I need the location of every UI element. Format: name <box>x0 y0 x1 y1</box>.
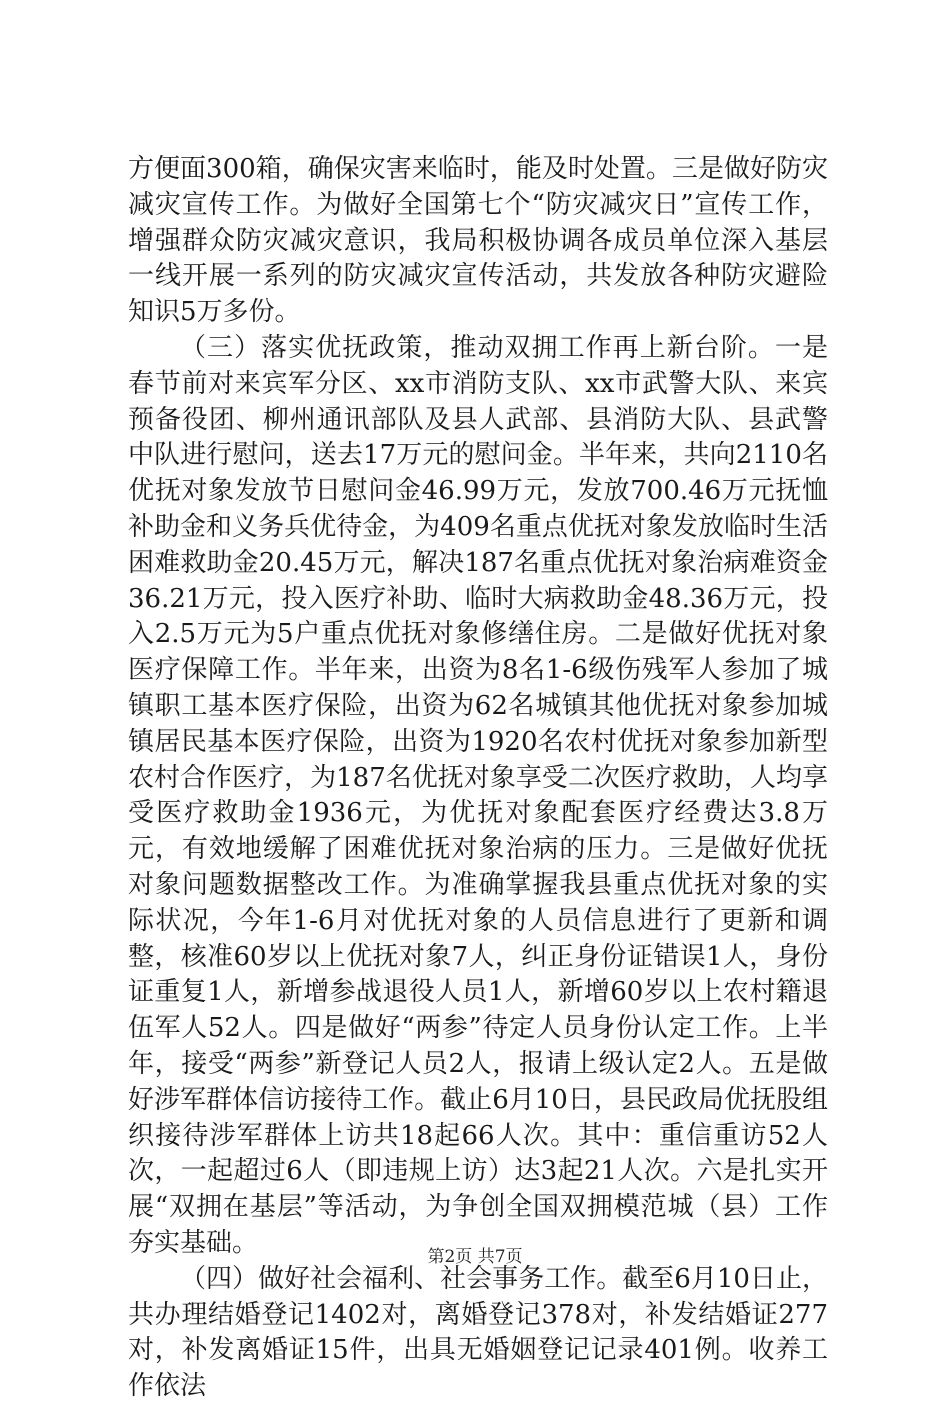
document-body <box>128 152 828 1405</box>
paragraph-section-4: （四）做好社会福利、社会事务工作。截至6月10日止，共办理结婚登记1402对，离婚登记378对，补发结婚证277对，补发离婚证15件，出具无婚姻登记记录401例。收养工作依法 <box>128 1263 828 1402</box>
paragraph-section-3: （三）落实优抚政策，推动双拥工作再上新台阶。一是春节前对来宾军分区、xx市消防支队、xx市武警大队、来宾预备役团、柳州通讯部队及县人武部、县消防大队、县武警中队进行慰问，送去17万元的慰问金。半年来，共向2110名优抚对象发放节日慰问金46.99万元，发放700.46万元抚恤补助金和义务兵优待金，为409名重点优抚对象发放临时生活困难救助金20.45万元，解决187名重点优抚对象治病难资金36.21万元，投入医疗补助、临时大病救助金48.36万元，投入2.5万元为5户重点优抚对象修缮住房。二是做好优抚对象医疗保障工作。半年来，出资为8名1-6级伤残军人参加了城镇职工基本医疗保险，出资为62名城镇其他优抚对象参加城镇居民基本医疗保险，出资为1920名农村优抚对象参加新型农村合作医疗，为187名优抚对象享受二次医疗救助，人均享受医疗救助金1936元，为优抚对象配套医疗经费达3.8万元，有效地缓解了困难优抚对象治病的压力。三是做好优抚对象问题数据整改工作。为准确掌握我县重点优抚对象的实际状况，今年1-6月对优抚对象的人员信息进行了更新和调整，核准60岁以上优抚对象7人，纠正身份证错误1人，身份证重复1人，新增参战退役人员1人，新增60岁以上农村籍退伍军人52人。四是做好“两参”待定人员身份认定工作。上半年，接受“两参”新登记人员2人，报请上级认定2人。五是做好涉军群体信访接待工作。截止6月10日，县民政局优抚股组织接待涉军群体上访共18起66人次。其中：重信重访52人次，一起超过6人（即违规上访）达3起21人次。六是扎实开展“双拥在基层”等活动，为争创全国双拥模范城（县）工作夯实基础。 <box>128 332 828 1258</box>
page-number-footer: 第2页 共7页 <box>427 1247 523 1267</box>
paragraph-continuation: 方便面300箱，确保灾害来临时，能及时处置。三是做好防灾减灾宣传工作。为做好全国第七个“防灾减灾日”宣传工作，增强群众防灾减灾意识，我局积极协调各成员单位深入基层一线开展一系列的防灾减灾宣传活动，共发放各种防灾避险知识5万多份。 <box>128 154 828 328</box>
